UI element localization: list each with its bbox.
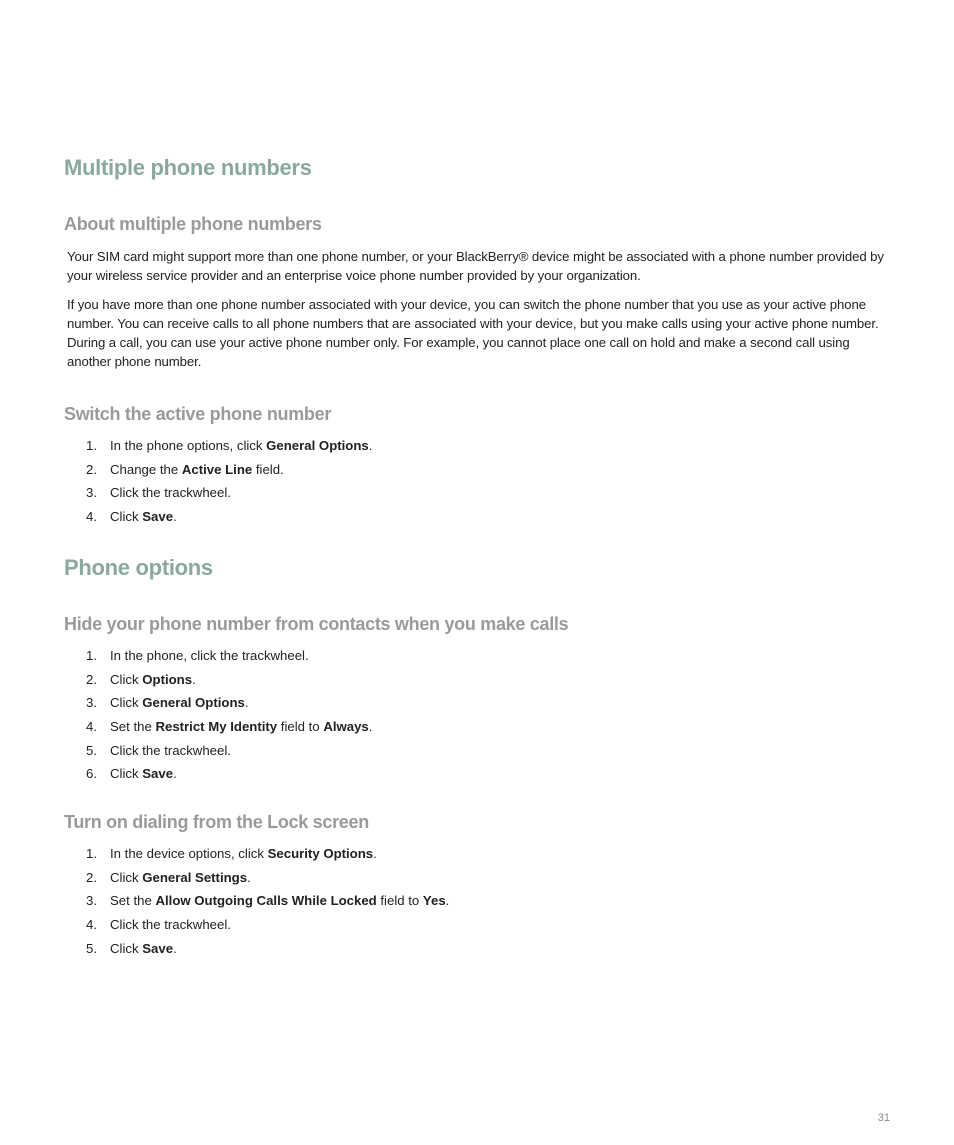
step-text: field.: [252, 461, 284, 477]
step-ui-term: Save: [142, 766, 174, 782]
step-text: field to: [277, 719, 324, 735]
step-text: In the phone, click the trackwheel.: [110, 648, 309, 663]
step-text: Click: [110, 766, 143, 782]
step-number: 3.: [86, 893, 97, 909]
step-ui-value: Always: [323, 719, 369, 735]
step-text: Click the trackwheel.: [110, 917, 231, 933]
step-text: Click the trackwheel.: [110, 485, 231, 501]
section-title-multiple-phone-numbers: Multiple phone numbers: [64, 155, 312, 180]
step-number: 5.: [86, 940, 97, 956]
step-text: .: [445, 893, 450, 909]
section-title-phone-options: Phone options: [64, 555, 213, 580]
step-text: .: [244, 695, 249, 711]
step-ui-term: Restrict My Identity: [155, 719, 278, 735]
step-item: [86, 507, 372, 531]
step-ui-term: Save: [142, 940, 174, 956]
subsection-title-switch-active-phone-number: Switch the active phone number: [64, 404, 332, 424]
step-text: Set the: [110, 719, 156, 735]
step-item: [86, 844, 449, 868]
step-text: .: [173, 509, 177, 525]
step-number: 3.: [86, 485, 97, 501]
step-text: Click: [110, 869, 143, 885]
step-number: 3.: [86, 695, 97, 711]
step-item: [86, 868, 449, 892]
step-text: .: [368, 438, 373, 453]
step-text: .: [173, 766, 177, 782]
step-item: [86, 646, 372, 670]
subsection-title-hide-phone-number: Hide your phone number from contacts when you make calls: [64, 614, 569, 634]
about-paragraph-2: If you have more than one phone number associated with your device, you can switch the phone number that you use as your active phone number. You can receive calls to all phone numbers that are associated with your device, but you make calls using your active phone number. During a call, you can use your active phone number only. For example, you cannot place one call on hold and make a second call using another phone number.: [67, 297, 879, 369]
step-ui-term: Save: [142, 509, 174, 525]
step-item: [86, 693, 372, 717]
lock-steps-list: [86, 844, 449, 962]
step-number: 2.: [86, 461, 97, 477]
step-item: [86, 891, 449, 915]
step-number: 1.: [86, 438, 97, 453]
step-text: In the phone options, click: [110, 438, 267, 453]
step-item: [86, 436, 372, 460]
about-paragraph-1: Your SIM card might support more than one phone number, or your BlackBerry® device might be associated with a phone number provided by your wireless service provider and an enterprise voice phone number provided by your organization.: [67, 249, 884, 283]
step-item: [86, 717, 372, 741]
step-text: Click: [110, 940, 143, 956]
step-ui-term: Allow Outgoing Calls While Locked: [155, 893, 377, 909]
step-number: 2.: [86, 671, 97, 687]
step-text: Click: [110, 671, 143, 687]
step-number: 5.: [86, 742, 97, 758]
step-ui-term: Active Line: [181, 461, 253, 477]
step-item: [86, 670, 372, 694]
step-number: 4.: [86, 917, 97, 933]
step-text: .: [173, 940, 177, 956]
step-number: 2.: [86, 869, 97, 885]
step-text: Click the trackwheel.: [110, 742, 231, 758]
step-text: .: [373, 846, 377, 861]
step-item: [86, 939, 449, 963]
step-ui-term: General Settings: [142, 869, 248, 885]
step-number: 4.: [86, 719, 97, 735]
step-text: .: [192, 671, 196, 687]
step-ui-term: General Options: [266, 438, 369, 453]
step-item: [86, 460, 372, 484]
hide-steps-list: [86, 646, 372, 788]
step-item: [86, 483, 372, 507]
step-text: field to: [376, 893, 423, 909]
subsection-title-lock-screen-dialing: Turn on dialing from the Lock screen: [64, 812, 369, 832]
step-ui-term: Options: [142, 671, 193, 687]
step-ui-term: General Options: [142, 695, 245, 711]
step-item: [86, 764, 372, 788]
step-text: Change the: [110, 461, 182, 477]
step-text: .: [247, 869, 251, 885]
step-text: In the device options, click: [110, 846, 268, 861]
step-ui-value: Yes: [422, 893, 446, 909]
step-item: [86, 741, 372, 765]
step-number: 1.: [86, 846, 97, 861]
step-text: .: [368, 719, 373, 735]
step-ui-term: Security Options: [267, 846, 374, 861]
step-number: 4.: [86, 509, 97, 525]
step-number: 6.: [86, 766, 97, 782]
step-number: 1.: [86, 648, 97, 663]
step-text: Click: [110, 695, 143, 711]
subsection-title-about-multiple-phone-numbers: About multiple phone numbers: [64, 214, 322, 234]
page-number: 31: [877, 1112, 890, 1124]
step-text: Set the: [110, 893, 156, 909]
step-item: [86, 915, 449, 939]
step-text: Click: [110, 509, 143, 525]
switch-steps-list: [86, 436, 372, 531]
